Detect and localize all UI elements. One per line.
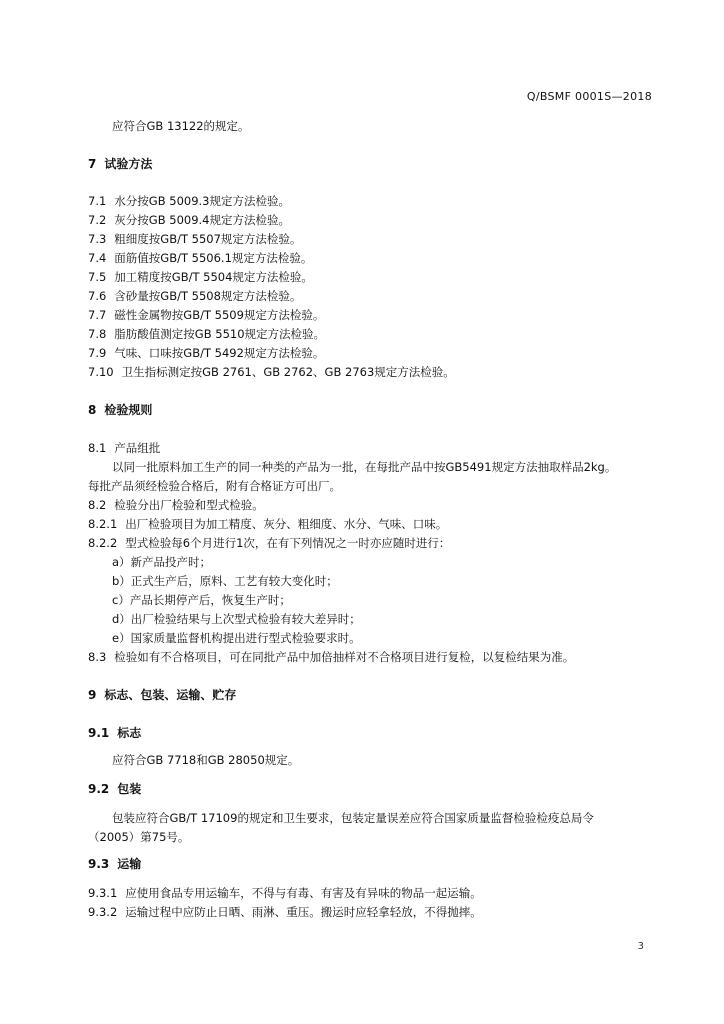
item-text: 气味、口味按GB/T 5492规定方法检验。: [114, 346, 325, 360]
section-title: 标志、包装、运输、贮存: [104, 688, 237, 702]
item-number: 9.3: [88, 857, 110, 871]
list-item: [88, 193, 654, 209]
paragraph: 包装应符合GB/T 17109的规定和卫生要求，包装定量误差应符合国家质量监督检验检疫总局令: [112, 811, 594, 825]
list-item: c）产品长期停产后，恢复生产时；: [112, 593, 291, 607]
doc-code: Q/BSMF 0001S—2018: [526, 90, 652, 103]
item-text: 检验如有不合格项目，可在同批产品中加倍抽样对不合格项目进行复检，以复检结果为准。: [114, 650, 575, 664]
subsection-9-3: [88, 856, 654, 872]
page-number: 3: [637, 941, 644, 952]
item-text: 产品组批: [114, 441, 161, 455]
item-text: 水分按GB 5009.3规定方法检验。: [114, 194, 290, 208]
subsection-8-1: [88, 440, 654, 456]
subsection-8-2-1: [88, 516, 654, 532]
list-item: b）正式生产后，原料、工艺有较大变化时；: [112, 574, 338, 588]
item-number: 8.2.2: [88, 536, 118, 550]
item-text: 加工精度按GB/T 5504规定方法检验。: [114, 270, 313, 284]
item-text: 卫生指标测定按GB 2761、GB 2762、GB 2763规定方法检验。: [121, 365, 455, 379]
item-number: 7.1: [88, 194, 107, 208]
item-number: 7.9: [88, 346, 107, 360]
intro-text: 应符合GB 13122的规定。: [112, 119, 250, 133]
item-text: 应使用食品专用运输车，不得与有毒、有害及有异味的物品一起运输。: [125, 886, 482, 900]
item-text: 磁性金属物按GB/T 5509规定方法检验。: [114, 308, 325, 322]
subsection-9-3-1: [88, 885, 654, 901]
item-text: 脂肪酸值测定按GB 5510规定方法检验。: [114, 327, 326, 341]
subsection-8-2: [88, 497, 654, 513]
subsection-9-2: [88, 781, 654, 797]
subsection-9-1: [88, 725, 654, 741]
list-item: [88, 269, 654, 285]
section-number: 8: [88, 403, 97, 417]
item-text: 含砂量按GB/T 5508规定方法检验。: [114, 289, 302, 303]
paragraph: （2005）第75号。: [88, 830, 190, 844]
section-7-heading: [88, 156, 654, 172]
item-number: 7.5: [88, 270, 107, 284]
list-item: [88, 307, 654, 323]
item-number: 7.3: [88, 232, 107, 246]
item-number: 8.3: [88, 650, 107, 664]
list-item: [88, 326, 654, 342]
section-8-heading: [88, 402, 654, 418]
list-item: [88, 231, 654, 247]
list-item: a）新产品投产时；: [112, 555, 212, 569]
item-text: 检验分出厂检验和型式检验。: [114, 498, 264, 512]
item-number: 9.1: [88, 726, 110, 740]
item-number: 8.2.1: [88, 517, 118, 531]
item-text: 型式检验每6个月进行1次，在有下列情况之一时亦应随时进行：: [125, 536, 451, 550]
section-9-heading: [88, 687, 654, 703]
item-number: 9.3.2: [88, 905, 118, 919]
subsection-8-2-2: [88, 535, 654, 551]
paragraph: 应符合GB 7718和GB 28050规定。: [112, 753, 300, 767]
item-text: 标志: [117, 726, 142, 740]
item-number: 7.6: [88, 289, 107, 303]
item-text: 运输过程中应防止日晒、雨淋、重压。搬运时应轻拿轻放，不得抛摔。: [125, 905, 482, 919]
item-number: 8.2: [88, 498, 107, 512]
item-number: 9.2: [88, 782, 110, 796]
list-item: [88, 250, 654, 266]
list-item: [88, 364, 654, 380]
item-number: 7.7: [88, 308, 107, 322]
list-item: e）国家质量监督机构提出进行型式检验要求时。: [112, 631, 361, 645]
paragraph: 每批产品须经检验合格后，附有合格证方可出厂。: [88, 479, 341, 493]
item-number: 7.2: [88, 213, 107, 227]
item-number: 8.1: [88, 441, 107, 455]
subsection-8-3: [88, 649, 654, 665]
item-number: 7.4: [88, 251, 107, 265]
list-item: [88, 212, 654, 228]
item-text: 面筋值按GB/T 5506.1规定方法检验。: [114, 251, 313, 265]
item-text: 包装: [117, 782, 142, 796]
list-item: [88, 288, 654, 304]
item-number: 7.8: [88, 327, 107, 341]
paragraph: 以同一批原料加工生产的同一种类的产品为一批，在每批产品中按GB5491规定方法抽取样品2kg。: [112, 460, 617, 474]
item-text: 运输: [117, 857, 142, 871]
item-number: 7.10: [88, 365, 114, 379]
item-text: 灰分按GB 5009.4规定方法检验。: [114, 213, 290, 227]
section-number: 7: [88, 157, 97, 171]
item-text: 出厂检验项目为加工精度、灰分、粗细度、水分、气味、口味。: [125, 517, 448, 531]
item-text: 粗细度按GB/T 5507规定方法检验。: [114, 232, 302, 246]
item-number: 9.3.1: [88, 886, 118, 900]
subsection-9-3-2: [88, 904, 654, 920]
list-item: [88, 345, 654, 361]
list-item: d）出厂检验结果与上次型式检验有较大差异时；: [112, 612, 361, 626]
section-title: 检验规则: [104, 403, 153, 417]
section-number: 9: [88, 688, 97, 702]
section-title: 试验方法: [104, 157, 153, 171]
